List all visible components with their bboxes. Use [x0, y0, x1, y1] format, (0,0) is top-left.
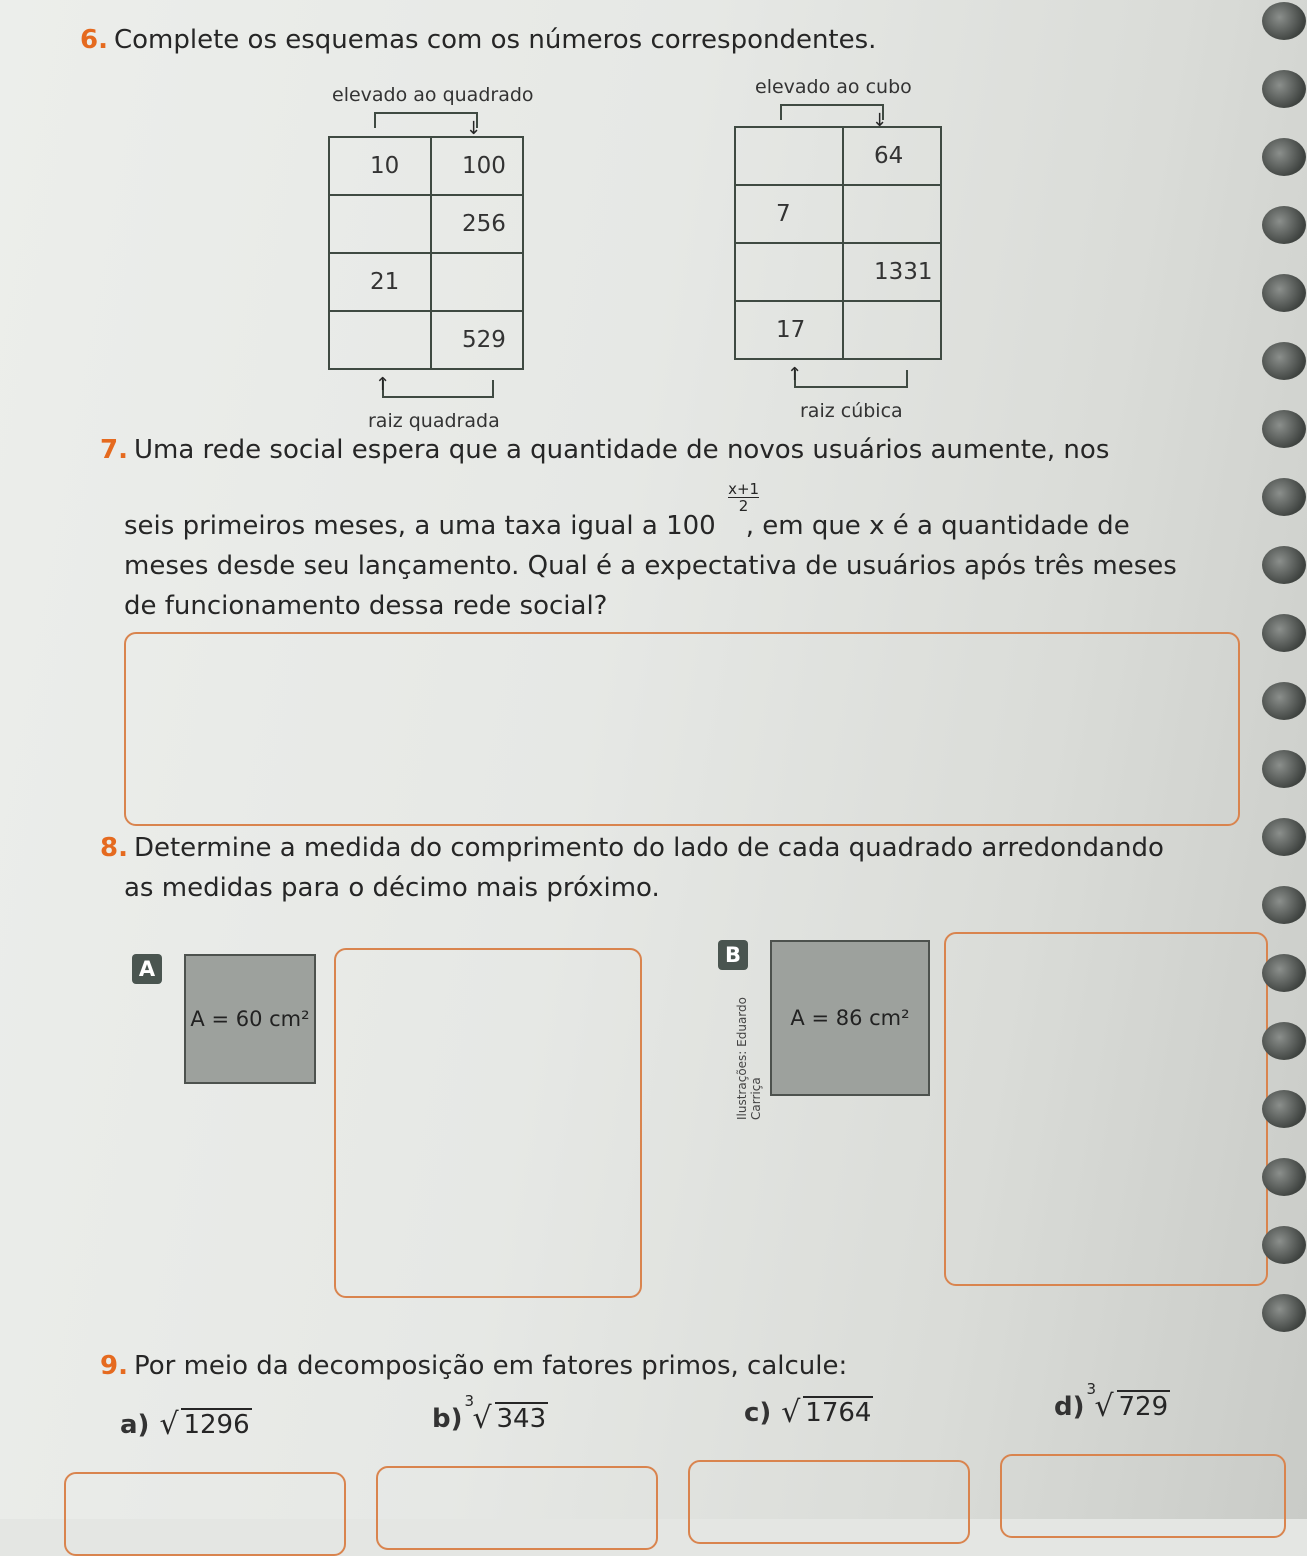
label-squared: elevado ao quadrado	[332, 84, 534, 106]
radical-expression	[781, 1395, 873, 1430]
table-cell: 10	[329, 137, 431, 195]
square-table	[328, 136, 524, 370]
square-b-area: A = 86 cm²	[790, 1006, 910, 1030]
radical-expression	[464, 1392, 549, 1436]
power-base: 100	[666, 511, 716, 541]
question-number: 9.	[100, 1351, 128, 1381]
binding-ring	[1262, 954, 1306, 992]
radicand: 729	[1118, 1392, 1169, 1422]
question-text: , em que x é a quantidade de	[745, 511, 1130, 541]
binding-ring	[1262, 70, 1306, 108]
binding-ring	[1262, 1090, 1306, 1128]
answer-box-9b[interactable]	[376, 1466, 658, 1550]
answer-box-9a[interactable]	[64, 1472, 346, 1556]
question-7	[100, 430, 1260, 626]
question-9	[100, 1346, 847, 1386]
binding-ring	[1262, 206, 1306, 244]
question-number: 6.	[80, 25, 108, 55]
item-label: c)	[744, 1398, 772, 1428]
blank-cell[interactable]	[735, 127, 843, 185]
binding-ring	[1262, 478, 1306, 516]
question-number: 8.	[100, 833, 128, 863]
blank-cell[interactable]	[735, 243, 843, 301]
binding-ring	[1262, 682, 1306, 720]
power-expression	[666, 480, 760, 541]
table-row	[735, 243, 941, 301]
square-b	[770, 940, 930, 1096]
table-row	[329, 253, 523, 311]
table-row	[735, 301, 941, 359]
question-8	[100, 828, 1164, 908]
arrow-bracket-bottom	[794, 370, 908, 388]
square-a	[184, 954, 316, 1084]
item-label: b)	[432, 1404, 463, 1434]
binding-ring	[1262, 1022, 1306, 1060]
radical-icon: √	[159, 1407, 179, 1442]
arrow-bracket-top	[780, 104, 884, 120]
arrow-down-icon: ↓	[872, 110, 888, 131]
blank-cell[interactable]	[329, 195, 431, 253]
label-square-root: raiz quadrada	[368, 410, 500, 432]
arrow-bracket-top	[374, 112, 478, 128]
question-text: seis primeiros meses, a uma taxa igual a	[124, 511, 667, 541]
radical-icon: √	[472, 1401, 492, 1436]
blank-cell[interactable]	[329, 311, 431, 369]
badge-a: A	[132, 954, 162, 984]
square-a-area: A = 60 cm²	[190, 1007, 310, 1031]
question-number: 7.	[100, 435, 128, 465]
question-text: de funcionamento dessa rede social?	[124, 591, 608, 621]
binding-ring	[1262, 818, 1306, 856]
table-row	[329, 311, 523, 369]
radical-expression	[1086, 1380, 1171, 1424]
q9-item	[432, 1392, 548, 1436]
table-row	[329, 137, 523, 195]
question-text: Uma rede social espera que a quantidade de novos usuários aumente, nos	[133, 435, 1110, 465]
binding-ring	[1262, 138, 1306, 176]
binding-ring	[1262, 1158, 1306, 1196]
table-cell: 100	[431, 137, 523, 195]
q9-item	[1054, 1380, 1170, 1424]
question-text: Determine a medida do comprimento do lado de cada quadrado arredondando	[133, 833, 1164, 863]
radicand: 1296	[183, 1410, 250, 1440]
blank-cell[interactable]	[843, 301, 941, 359]
q9-item	[744, 1395, 873, 1430]
item-label: a)	[120, 1410, 150, 1440]
label-cube-root: raiz cúbica	[800, 400, 903, 422]
binding-ring	[1262, 2, 1306, 40]
radicand: 1764	[805, 1398, 872, 1428]
item-label: d)	[1054, 1392, 1085, 1422]
exponent-denominator: 2	[738, 497, 749, 515]
table-cell: 529	[431, 311, 523, 369]
binding-ring	[1262, 614, 1306, 652]
table-cell: 21	[329, 253, 431, 311]
table-cell: 64	[843, 127, 941, 185]
binding-ring	[1262, 750, 1306, 788]
radical-expression	[159, 1407, 251, 1442]
illustration-credit: Ilustrações: Eduardo Carriça	[735, 997, 763, 1120]
answer-box-a[interactable]	[334, 948, 642, 1298]
question-6	[80, 20, 876, 60]
binding-ring	[1262, 274, 1306, 312]
answer-box-9d[interactable]	[1000, 1454, 1286, 1538]
blank-cell[interactable]	[843, 185, 941, 243]
radical-icon: √	[781, 1395, 801, 1430]
radical-index: 3	[1086, 1380, 1097, 1398]
radical-index: 3	[464, 1392, 475, 1410]
table-cell: 256	[431, 195, 523, 253]
badge-b: B	[718, 940, 748, 970]
table-cell: 17	[735, 301, 843, 359]
question-text: Complete os esquemas com os números correspondentes.	[113, 25, 877, 55]
arrow-down-icon: ↓	[466, 118, 482, 139]
binding-ring	[1262, 410, 1306, 448]
q9-item	[120, 1407, 252, 1442]
label-cubed: elevado ao cubo	[755, 76, 912, 98]
cube-table	[734, 126, 942, 360]
arrow-bracket-bottom	[382, 380, 494, 398]
binding-ring	[1262, 1226, 1306, 1264]
radicand: 343	[496, 1404, 547, 1434]
question-text: as medidas para o décimo mais próximo.	[124, 873, 660, 903]
table-cell: 7	[735, 185, 843, 243]
answer-box-9c[interactable]	[688, 1460, 970, 1544]
answer-box-q7[interactable]	[124, 632, 1240, 826]
answer-box-b[interactable]	[944, 932, 1268, 1286]
table-row	[735, 185, 941, 243]
binding-ring	[1262, 1294, 1306, 1332]
binding-ring	[1262, 342, 1306, 380]
radical-icon: √	[1094, 1389, 1114, 1424]
arrow-up-icon: ↑	[375, 374, 391, 395]
table-cell: 1331	[843, 243, 941, 301]
exponent-numerator: x+1	[728, 480, 760, 498]
question-text: meses desde seu lançamento. Qual é a expectativa de usuários após três meses	[124, 551, 1177, 581]
arrow-up-icon: ↑	[787, 364, 803, 385]
table-row	[735, 127, 941, 185]
blank-cell[interactable]	[431, 253, 523, 311]
binding-ring	[1262, 886, 1306, 924]
binding-ring	[1262, 546, 1306, 584]
table-row	[329, 195, 523, 253]
question-text: Por meio da decomposição em fatores primos, calcule:	[133, 1351, 848, 1381]
